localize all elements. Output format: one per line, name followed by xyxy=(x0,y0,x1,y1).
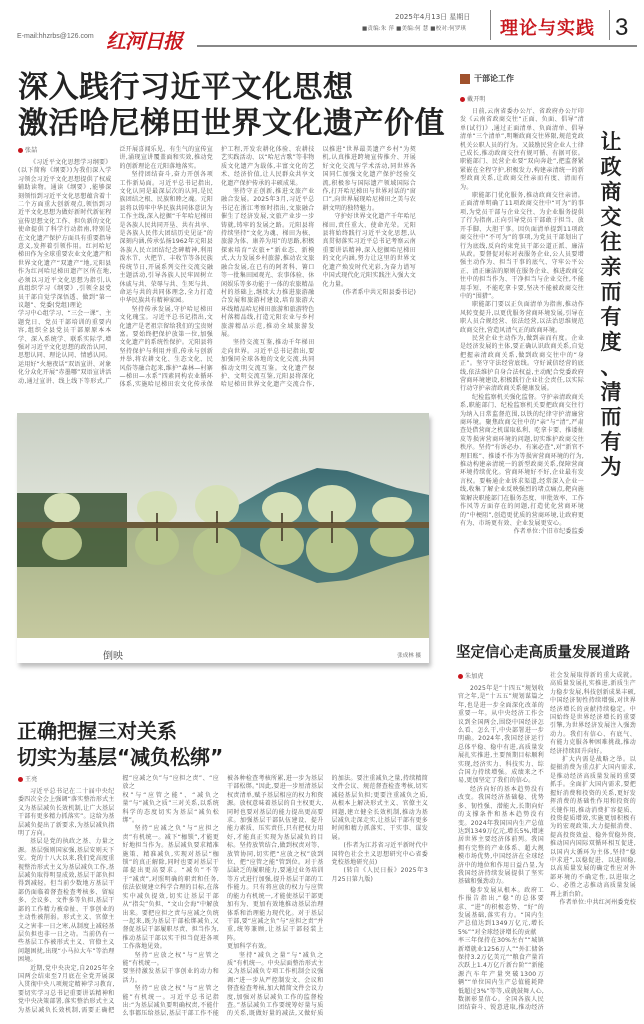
paragraph: 坚持守正创新,推进文旅产业融合发展。2025年3月,习近平总书记在浙江考察时指出,文旅融合催生了经济发展,文旅产业步一步铸就,铸牢的发展之路。元阳县将持续坚持“文化为魂、梯田为核、旅游为体、康养为用”的思路,积极探索培育“农旅+”新业态、新模式,大力发展乡村旅游,推动农文旅融合发展,在已有的阿者科、箐口等一批集田园观光、农事体验、休闲娱乐等多功能于一体的农旅精品 xyxy=(221,188,315,288)
paragraph: 2025年是“十四五”规划收官之年,是“十五五”规划谋篇之年,也是进一步全面深化改革的重要一年。从中央经济工作会议到全国两会,围绕中国经济怎么看、怎么干,中央部署进一步明确。2024年,我国经济运行总体平稳、稳中有进,高质量发展扎实推进,主要预期目标顺利实现,经济实力、科技实力、综合国力持续增强。成绩来之不易,更加坚定了我们的信心。 xyxy=(458,685,544,785)
title-char: 政 xyxy=(600,155,622,179)
paragraph: 近期,党中央决定,自2025年全国两会结束至7月底在全党开展深入贯彻中央八项规定精神学习教育,要切实学习总书记重要讲话精神和党中央决策部署,落实整治形式主义为基层减负长效机制,需要正确把握“应减之负”与“应担之责”、“应放之 xyxy=(18,775,219,1014)
paragraph: 扩大内需是战略之举。以提振消费为重点扩大国内需求,是推动经济高质量发展的重要抓手。全面扩大国内需求,要把握好消费和投资的关系,更好发挥消费的基础性作用和投资的关键作用,推动消费扩容提质、投资提质增效,实施更加积极有为的宏观政策,大力提振消费、提高投资效益、稳外贸稳外资,推动国内国际双循环相互促进,以国内大循环为主体,坚持“稳中求进”,以稳促进、以进固稳,以高质量发展的确定性应对外部环境的不确定性,以进取之心、必胜之志推动高质量发展再上新台阶。 xyxy=(550,756,636,898)
cadre-signature: 作者单位:个旧市纪委监委 xyxy=(513,528,584,536)
burden-body xyxy=(18,775,428,1020)
title-char: 为 xyxy=(600,455,622,479)
burden-author: 王亮 xyxy=(25,776,38,783)
masthead-divider xyxy=(490,10,491,40)
masthead-divider xyxy=(609,10,610,40)
burden-title-line-1: 正确把握三对关系 xyxy=(17,719,177,743)
burden-title-line-2: 切实为基层“减负松绑” xyxy=(17,745,224,769)
cadre-byline xyxy=(460,95,584,105)
photo-illustration xyxy=(17,413,429,638)
paragraph: 职能部门要以正负面清单为指南,推动作风转变提升,以更优服务营商环境发展,引导在职人员合规经营、依法经营,以法治思维规范政商交往,营造风清气正的政商环境。 xyxy=(460,301,584,334)
column-kicker xyxy=(460,73,514,84)
burden-article-title xyxy=(17,718,223,770)
confidence-body xyxy=(458,672,636,1020)
lead-body xyxy=(18,146,416,390)
paragraph: 坚持交流互鉴,推动千年梯田走向世界。习近平总书记指出,要加强同全球各地的文化交流,共同推动文明交流互鉴。文化遗产保护、文明交流互鉴,元阳县将深化哈尼梯田世界文化遗产交流合作,以推进“世界最美遗产乡村”为契机,认真推进跨境宣传推介、开展好文化交流与学术活动,同世界各国同仁加强文化遗产保护经验交流,积极参与国际遗产领域国际合作,打开哈尼梯田与世界对话的“窗口”,向世界展现哈尼梯田之美与农耕文明的独特魅力。 xyxy=(221,146,416,389)
confidence-byline xyxy=(458,672,544,682)
paragraph: 民营企业主动作为,做到亲而有度。企业是经济发展的主体,要正确认识政商关系,自觉把握亲清政商关系,做到政商交往中的“身正”。坚守守法经营底线。守好诚信经营的底线,依法维护自身合法权益,主动配合党委政府营商环境建设,积极践行企业社会责任,以实际行动守护亲清政商关系健康发展。 xyxy=(460,334,584,393)
section-title: 理论与实践 xyxy=(500,18,595,39)
lead-article-title xyxy=(18,70,445,142)
kicker-label: 干部论工作 xyxy=(474,74,514,83)
burden-byline xyxy=(18,775,115,785)
cadre-body xyxy=(460,95,584,617)
paragraph: 率三年保持在30%左右”“城镇新增就业1256万人”“外汇储备保持3.2万亿美元”“粮食产量首次跃上1.4万亿斤新台阶”“新能源汽车年产量突破1300万辆”“单位国内生产总值能耗降低超过3%”等等,成就鼓舞人心,数据彰显信心。全国各族人民团结奋斗、锐意进取,推动经济社会发展取得新的重大成就。高质量发展扎实推进,新质生产力稳步发展,科技创新成果丰硕,中国经济韧性持续增强,对世界经济增长的贡献持续稳定。中国始终是世界经济增长的重要引擎,为世界经济发展注入强劲动力。我们有信心、有底气、有能力克服各种困难挑战,推动经济持续回升向好。 xyxy=(458,672,636,1012)
bullet-icon xyxy=(458,674,463,679)
masthead-rule xyxy=(197,45,637,47)
paragraph: 日前,云南省委办公厅、省政府办公厅印发《云南省政商交往“正面、负面、倡导”清单(试行)》,通过正面清单、负面清单、倡导清单“三个清单”,明晰政商交往界限,规范党政机关公职人员的行为。又鼓励民营企业人士律己成长,推动政商交往有规可循、有据可依。职能部门、民营企业要“双向奔赴”,把监督紧紧嵌在全程守护,积极发力,构建亲清统一的新型政商关系,让政商交往亲而有度、清而有为。 xyxy=(460,108,585,191)
lead-title-line-1: 深入践行习近平文化思想 xyxy=(18,70,354,105)
square-icon xyxy=(460,74,470,84)
title-char: 有 xyxy=(600,430,622,454)
confidence-article-title: 坚定信心走高质量发展道路 xyxy=(456,645,630,661)
lead-author: 张喆 xyxy=(25,147,38,154)
title-char: 、 xyxy=(600,355,622,379)
paragraph: 坚持团结奋斗,奋力开创各项工作新局面。习近平总书记指出,文化认同是最深层次的认同,是民族团结之根、民族和睦之魂。元阳县将以铸牢中华民族共同体意识为工作主线,深入挖掘“千年哈尼梯田是各族人民共同开垦、共有共享、是各族人民伟大团结历史见证”的深刻内涵,传承弘扬1962年元阳县各族人民立团结纪念碑精神,利用泼水节、火把节、丰收节等各民族传统节日,开展系列交往交流交融主题活动,引导各族人民牢固树立休戚与共、荣辱与共、生死与共、命运与共的共同体理念,全力打造中华民族共有精神家园。 xyxy=(119,171,213,305)
bullet-icon xyxy=(18,777,23,782)
paragraph: 稳步发展从根本。政府工作报告指出,“稳”的总体要求、“进”的积极态势、“好”的发展基础,落实有力。“国内生产总值达到1349万亿元,增长5%”“对全球经济增长的贡献 xyxy=(458,886,544,936)
title-char: 有 xyxy=(600,305,622,329)
title-char: 亲 xyxy=(600,255,622,279)
lead-title-line-2: 激活哈尼梯田世界文化遗产价值 xyxy=(18,106,445,141)
paragraph: 坚持“减负之量”与“减负之质”有机统一。中央层面整治形式主义为基层减负专项工作机制会议强调:“进一步从严控制发文、会议和督查检查考核,加大精简文件会议力度,加强对基层减负工作的监督检查。”基层减负工作要统筹好量与质的关系,既做好量的减法,又做好质的加法。要注重减负之量,持续精简文件会议、规范督查检查考核,切实减轻基层负担;更要注重减负之质,从根本上解决形式主义、官僚主义问题,建立健全长效机制,推动为基层减负走深走实,让基层干部有更多时间和精力抓落实、干实事、谋发展。 xyxy=(227,775,428,1018)
title-char: 交 xyxy=(600,205,622,229)
newspaper-logo: 红河日报 xyxy=(106,29,182,53)
paragraph: 习近平总书记在二十届中央纪委四次全会上强调“落实整治形式主义为基层减负长效机制,让广大基层干部有更多精力抓落实”。这给为基层减负提出了新要求,为基层减负指明了方向。 xyxy=(18,788,115,838)
paragraph: (转自《人民日报》2025年3月25日第九版) xyxy=(331,867,428,883)
paragraph: 纪检监察机关强化监督。守护亲清政商关系,职能部门、纪检监察机关要把政商交往行为纳入日常监督范围,以铁的纪律守护清廉营商环境。聚焦政商交往中的“亲”与“清”,严肃查处借营商之机谋取私利、吃拿卡要、推诿扯皮等损害营商环境的问题,切实维护政商交往秩序。坚持“有诉必办、有案必查”,对“新官不理旧账”、推诿不作为等损害营商环境的行为,推动构建亲清统一的新型政商关系,保障营商环境持续优化。营商环境好不好,企业最有发言权。要畅通企业诉求渠道,经常深入企业一线,收集了解企业反映强烈的堵点痛点,靶向施策解决职能部门在服务态度、审批效率、工作作风等方面存在的问题,打造优化营商环境的“中梗阻”,创造更优质的营商环境,让政府更有为、市场更有效、企业发展更安心。 xyxy=(460,393,585,527)
paragraph: 坚持传承发展,守护哈尼梯田文化瑰宝。习近平总书记指出,文化遗产是老祖宗留给我们的宝贵财富。要始终把保护放第一位,加强文化遗产的系统性保护。元阳县将坚持保护与利用并重,传承与创新并举,将农耕文化、生态文化、民风俗等融合起来,维护“森林—村寨—梯田—水系”四素同构农业循环体系,实施哈尼梯田农文化传承保护工程,开发农耕化体验、农耕技艺实践活动、以“哈尼古歌”等非物质文化遗产为载体,丰富文化的艺术、经济价值,让人民群众共享文化遗产保护传承的丰硕成果。 xyxy=(119,146,315,389)
editor-credits: ■责编:朱 萍 ■美编:何 慧 ■校对:何罗琪 xyxy=(362,26,467,32)
publication-date: 2025年4月13日 星期日 xyxy=(395,13,471,21)
page-number: 3 xyxy=(615,14,629,41)
title-char: 往 xyxy=(600,230,622,254)
title-char: 让 xyxy=(600,130,622,154)
title-char: 商 xyxy=(600,180,622,204)
paragraph: 权”与“应管之能”、“减负之量”与“减负之质”三对关系,以系统科学的态度切实为基层“减负松绑”。 xyxy=(122,791,219,825)
lead-signature: (作者系中共元阳县委书记) xyxy=(342,288,416,296)
lead-byline xyxy=(18,146,112,156)
paragraph: 坚持“应放之权”与“应管之能”有机统一。 xyxy=(122,951,219,967)
paragraph: 守护好世界文化遗产千年哈尼梯田,责任重大、使命光荣。元阳县将始终践行习近平文化思想,认真贯彻落实习近平总书记考察云南重要讲话精神,深入挖掘哈尼梯田的文化内涵,努力让这里的世界文化遗产焕发时代光彩,为奋力谱写中国式现代化元阳实践注入强大文化力量。 xyxy=(322,213,416,288)
title-char: 而 xyxy=(600,405,622,429)
paragraph: 经济向好的基本趋势没有改变。我国经济基础稳、优势多、韧性强、潜能大,长期向好的支撑条件和基本趋势没有变。2024年我国国内生产总值达到1349万亿元,增长5%,增速居世界主要经济体前列。我国拥有完整的产业体系、超大规模市场优势,中国经济在全球经济中的地位和作用日益凸显,为我国经济持续发展提供了坚实基础和强劲动力。 xyxy=(458,785,545,886)
paragraph: 坚持“应放之权”与“应管之能”有机统一。习近平总书记指出:“为基层减负要明确权责,不能什么事都压给基层,基层干部工作不能被各种检查考核所累,进一步为基层干部松绑。”因此,要进一步厘清基层权责清单,赋予基层相应的权力和资源。放权意味着基层的自主权更大,同时也要对基层的能力提出更高要求。加强基层干部队伍建设、提升能力素质、压实责任,只有把权力用好,才能真正实现为基层减负的目标。坚持放管结合,做到权责对等、放管协同,切实把“应放之权”放到位、把“应管之能”管到位。对于基层缺乏的履职能力,要通过业务培训等方式进行加强,提升基层干部的工作能力。只有将应放的权力与应管的能力有机统一,才能使基层干部更加有为、更加有效地推动基层治理体系和治理能力现代化。对于基层干部,要“应减之负”与“应担之责”并重,统筹兼顾,让基层干部轻装上阵。 xyxy=(122,775,324,1018)
paragraph: 要坚持激发基层干事创业的动力和活力。 xyxy=(122,968,219,984)
paragraph: 坚持“应减之负”与“应担之责”有机统一。减下“枷锁”,才能更好地担当作为。基层减负要求精准施策、精准减负,实现对基层“枷锁”的真正解除,同时也要对基层干部提出更高要求。“减负”不等于“减责”,对照明确的职责和任务,依法依规建立科学合理的目标,在落实中减负提效,切实让基层干部从“指尖”负担、“文山会海”中解放出来。要把应担之责与应减之负统一起来,既为基层干部松绑减负,又督促基层干部履职尽责、担当作为,推动基层干部以实干担当促进各项工作落地见效。 xyxy=(122,825,219,951)
photo-caption: 倒映 xyxy=(103,651,123,662)
paragraph: 职能部门优化服务,推动政商交往亲清。正面清单明确了11项政商交往中“可为”的事项,为党员干部与企业交往、为企业服务提供了行为指南,正向引导党员干部敢于担当、放开手脚、大胆干事。因负面清单提到11项政商交往中“不可为”的事项,为党员干部划出了行为底线,反向约束党员干部公道正派、廉洁从政。要督促对标对表服务企业,公人员要增强主动作为、担当干事的底气、守牢公平公正、清正廉洁的原则在服务企业、推进政商交往中的担当作为、干净担当与企业交往,不能用手短、不能吃拿卡要,坚决不能被政商交往中的“围猎”。 xyxy=(460,192,585,300)
photo-credit: 张成林 摄 xyxy=(397,653,421,659)
cadre-vertical-title xyxy=(598,130,624,480)
masthead xyxy=(0,0,644,53)
confidence-author: 朱加虎 xyxy=(465,673,484,680)
photo-frame xyxy=(17,413,429,663)
cadre-author: 戴开明 xyxy=(467,96,486,103)
paragraph: 《习近平文化思想学习纲要》(以下简称《纲要》)为我们深入学习领会习近平文化思想提供了权威辅助读物。通读《纲要》,能够深刻领悟到习近平文化思想蕴含着十二个方面重大创新观点,领悟到习近平文化思想为做好新时代新征程宣传思想文化工作、担负新的文化使命提供了科学行动指南,特别是在文化遗产保护方面具有重要指导意义,发挥着引领作用。红河哈尼梯田作为全球重要农业文化遗产和世界文化遗产“双遗产”地,元阳县作为红河哈尼梯田遗产区所在地,必须以习近平文化思想为指引,认真组织学习《纲要》,引领全县党员干部自觉学深悟透、做到“第一议题”、党委(党组)理论 xyxy=(18,159,112,309)
paragraph: 学习中心组学习、“三会一课”、主题党日、党员干部培训的重要内容,组织全县党员干部原原本本学、深入系统学、联系实际学,增强对习近平文化思想的政治认同、思想认同、理论认同、情感认同。运用好“火塘夜话”双语宣讲、对象化分众化开展“赤墨哪”双语宣讲活动,通过宣讲、线上线下等形式,广泛开展喜闻乐见、有生气的宣传宣讲,涌现宣讲覆盖面和实效,推动党的创新理论在元阳落地落实。 xyxy=(18,146,213,385)
paragraph: (作者为江苏省习近平新时代中国特色社会主义思想研究中心省委党校基地研究员) xyxy=(331,842,428,867)
bullet-icon xyxy=(460,97,465,102)
landscape-reflection-photo xyxy=(17,413,429,638)
bullet-icon xyxy=(18,148,23,153)
paragraph: 村的基础上,继续大力推进旅游融合发展和旅游村建设,培育旅游大环线精品哈尼梯田旅游和旅游特色村落精品线,打造元阳农业与乡村旅游精品示范,推动全域旅游发展。 xyxy=(221,288,315,338)
title-char: 度 xyxy=(600,330,622,354)
confidence-signature: 作者单位:中共红河州委党校 xyxy=(559,898,636,906)
title-char: 而 xyxy=(600,280,622,304)
email-address[interactable]: E-mail:hhzrbs@126.com xyxy=(17,33,94,40)
paragraph: 更加科学有效。 xyxy=(227,943,271,951)
title-char: 清 xyxy=(600,380,622,404)
paragraph: 基层是党的执政之基、力量之源。基层强则国家强,基层安则天下安。党的十八大以来,我们党高度重视整治形式主义为基层减负工作,基层减负取得明显成效,基层干部负担得到减轻。但当前少数地方基层干部仍面临着督查检查考核多、留痕多、会议多、文件多等负担,基层干部的工作精力被牵扯、干事创业的主动性被削弱。形式主义、官僚主义之害非一日之寒,从制度上减轻基层负担也非一日之功。当前仍有一些基层工作被形式主义、官僚主义问题困扰,出现“小马拉大车”等治理困境。 xyxy=(18,838,115,964)
